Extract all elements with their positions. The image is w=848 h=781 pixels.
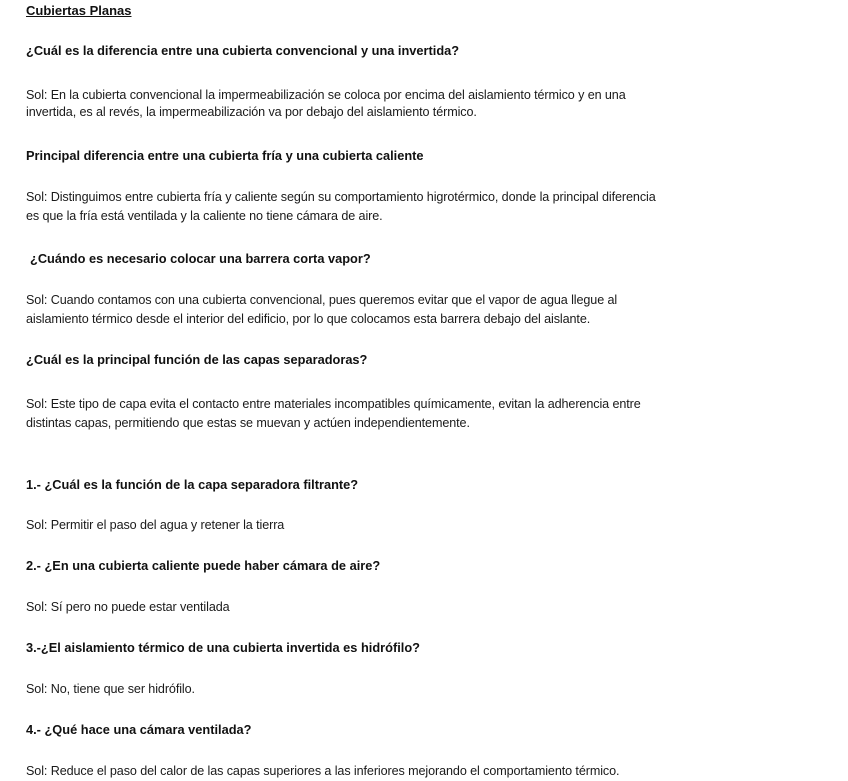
answer-line: distintas capas, permitiendo que estas se muevan y actúen independientemente. (26, 416, 470, 430)
answer-line: aislamiento térmico desde el interior del edificio, por lo que colocamos esta barrera debajo del aislante. (26, 312, 591, 326)
answer-line: Sol: Cuando contamos con una cubierta convencional, pues queremos evitar que el vapor de agua llegue al (26, 293, 618, 307)
answer-line: Sol: Este tipo de capa evita el contacto entre materiales incompatibles químicamente, evitan la adherencia entre (26, 397, 641, 411)
answer-line: Sol: No, tiene que ser hidrófilo. (26, 682, 195, 696)
question-heading: 2.- ¿En una cubierta caliente puede haber cámara de aire? (26, 558, 381, 573)
question-heading: ¿Cuál es la diferencia entre una cubierta convencional y una invertida? (26, 43, 460, 58)
question-heading: Principal diferencia entre una cubierta fría y una cubierta caliente (26, 148, 424, 163)
page-title: Cubiertas Planas (26, 3, 132, 18)
answer-line: Sol: En la cubierta convencional la impermeabilización se coloca por encima del aislamiento térmico y en una (26, 88, 626, 102)
answer-line: Sol: Permitir el paso del agua y retener la tierra (26, 518, 285, 532)
question-heading: ¿Cuál es la principal función de las capas separadoras? (26, 352, 368, 367)
answer-line: Sol: Distinguimos entre cubierta fría y caliente según su comportamiento higrotérmico, donde la principal diferencia (26, 190, 656, 204)
question-heading: 3.-¿El aislamiento térmico de una cubierta invertida es hidrófilo? (26, 640, 420, 655)
answer-line: Sol: Reduce el paso del calor de las capas superiores a las inferiores mejorando el comportamiento térmico. (26, 764, 620, 778)
question-heading: 4.- ¿Qué hace una cámara ventilada? (26, 722, 252, 737)
question-heading: 1.- ¿Cuál es la función de la capa separadora filtrante? (26, 477, 359, 492)
answer-line: Sol: Sí pero no puede estar ventilada (26, 600, 230, 614)
question-heading: ¿Cuándo es necesario colocar una barrera corta vapor? (30, 251, 371, 266)
answer-line: es que la fría está ventilada y la caliente no tiene cámara de aire. (26, 209, 383, 223)
answer-line: invertida, es al revés, la impermeabilización va por debajo del aislamiento térmico. (26, 105, 477, 119)
